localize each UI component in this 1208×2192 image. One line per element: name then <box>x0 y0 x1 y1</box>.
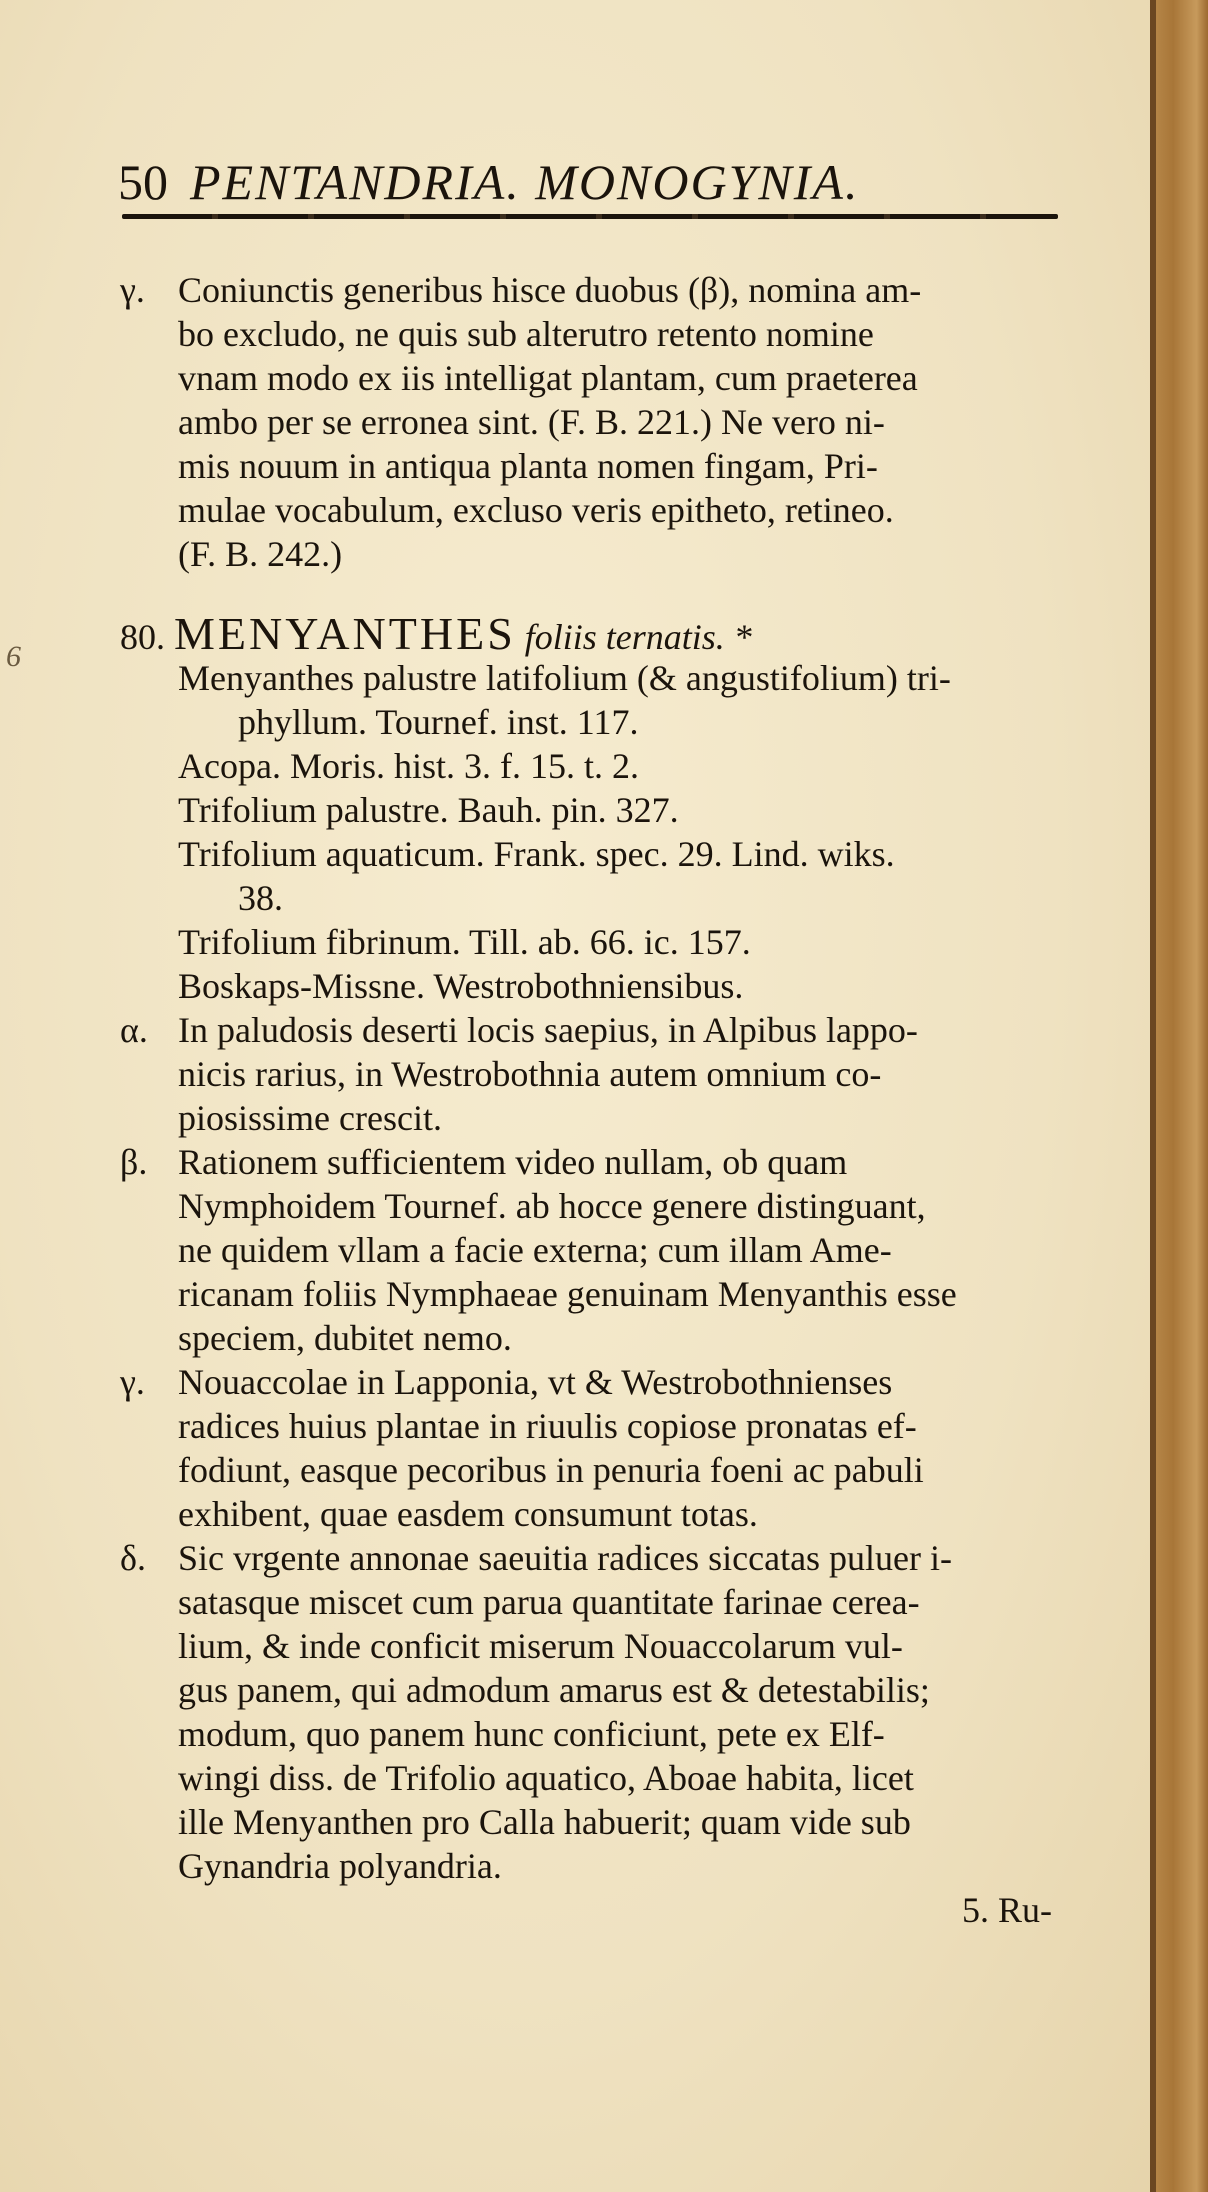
text-line: β. Rationem sufficientem video nullam, ob quam <box>120 1142 848 1182</box>
text-line: γ. Nouaccolae in Lapponia, vt & Westrobothnienses <box>120 1362 893 1402</box>
species-diagnosis: foliis ternatis. * <box>524 617 752 657</box>
text-line: fodiunt, easque pecoribus in penuria foeni ac pabuli <box>178 1450 924 1490</box>
synonym-line: 38. <box>238 878 283 918</box>
text-line: gus panem, qui admodum amarus est & detestabilis; <box>178 1670 930 1710</box>
synonym-line: Menyanthes palustre latifolium (& angustifolium) tri- <box>178 658 951 698</box>
text-line: ne quidem vllam a facie externa; cum illam Ame- <box>178 1230 892 1270</box>
text-line: wingi diss. de Trifolio aquatico, Aboae habita, licet <box>178 1758 914 1798</box>
margin-mark: 6 <box>6 640 21 673</box>
note-alpha <box>120 1008 1080 1140</box>
paragraph-marker: γ. <box>120 1362 145 1402</box>
text-line: γ. Coniunctis generibus hisce duobus (β), nomina am- <box>120 270 922 310</box>
page-number: 50 <box>118 154 168 210</box>
synonym-line: Trifolium aquaticum. Frank. spec. 29. Lind. wiks. <box>178 834 895 874</box>
paragraph-marker: α. <box>120 1010 148 1050</box>
text-line: speciem, dubitet nemo. <box>178 1318 512 1358</box>
page-header <box>118 150 1078 214</box>
gamma-paragraph <box>120 268 1080 576</box>
text-line: vnam modo ex iis intelligat plantam, cum praeterea <box>178 358 918 398</box>
text-line: (F. B. 242.) <box>178 534 343 574</box>
text-line: bo excludo, ne quis sub alterutro retento nomine <box>178 314 874 354</box>
text-line: ambo per se erronea sint. (F. B. 221.) Ne vero ni- <box>178 402 885 442</box>
text-line: piosissime crescit. <box>178 1098 442 1138</box>
synonym-list <box>120 656 1080 1008</box>
text-line: satasque miscet cum parua quantitate farinae cerea- <box>178 1582 920 1622</box>
text-line: exhibent, quae easdem consumunt totas. <box>178 1494 758 1534</box>
text-line: ricanam foliis Nymphaeae genuinam Menyanthis esse <box>178 1274 957 1314</box>
synonym-line: Trifolium fibrinum. Till. ab. 66. ic. 157. <box>178 922 751 962</box>
binding-shadow <box>1150 0 1156 2192</box>
text-line: Nymphoidem Tournef. ab hocce genere distinguant, <box>178 1186 926 1226</box>
species-heading <box>120 608 1080 659</box>
note-delta <box>120 1536 1080 1888</box>
text-line: mis nouum in antiqua planta nomen fingam, Pri- <box>178 446 878 486</box>
text-line: modum, quo panem hunc conficiunt, pete ex Elf- <box>178 1714 885 1754</box>
paragraph-marker: β. <box>120 1142 148 1182</box>
paragraph-marker: γ. <box>120 270 145 310</box>
text-line: lium, & inde conficit miserum Nouaccolarum vul- <box>178 1626 903 1666</box>
species-number: 80. <box>120 617 165 657</box>
text-line: δ. Sic vrgente annonae saeuitia radices siccatas puluer i- <box>120 1538 953 1578</box>
note-beta <box>120 1140 1080 1360</box>
text-line: ille Menyanthen pro Calla habuerit; quam vide sub <box>178 1802 911 1842</box>
running-head: PENTANDRIA. MONOGYNIA. <box>190 154 860 210</box>
text-line: radices huius plantae in riuulis copiose pronatas ef- <box>178 1406 917 1446</box>
synonym-line: Acopa. Moris. hist. 3. f. 15. t. 2. <box>178 746 639 786</box>
book-binding-edge <box>1150 0 1208 2192</box>
text-line: Gynandria polyandria. <box>178 1846 502 1886</box>
synonym-line: Trifolium palustre. Bauh. pin. 327. <box>178 790 679 830</box>
synonym-line: phyllum. Tournef. inst. 117. <box>238 702 639 742</box>
header-rule <box>122 214 1058 219</box>
page-body <box>120 268 1080 1932</box>
catchword: 5. Ru- <box>962 1890 1052 1930</box>
text-line: α. In paludosis deserti locis saepius, in Alpibus lappo- <box>120 1010 918 1050</box>
note-gamma <box>120 1360 1080 1536</box>
paragraph-marker: δ. <box>120 1538 146 1578</box>
text-line: mulae vocabulum, excluso veris epitheto, retineo. <box>178 490 894 530</box>
synonym-line: Boskaps-Missne. Westrobothniensibus. <box>178 966 744 1006</box>
text-line: nicis rarius, in Westrobothnia autem omnium co- <box>178 1054 882 1094</box>
genus-name: MENYANTHES <box>174 608 516 659</box>
